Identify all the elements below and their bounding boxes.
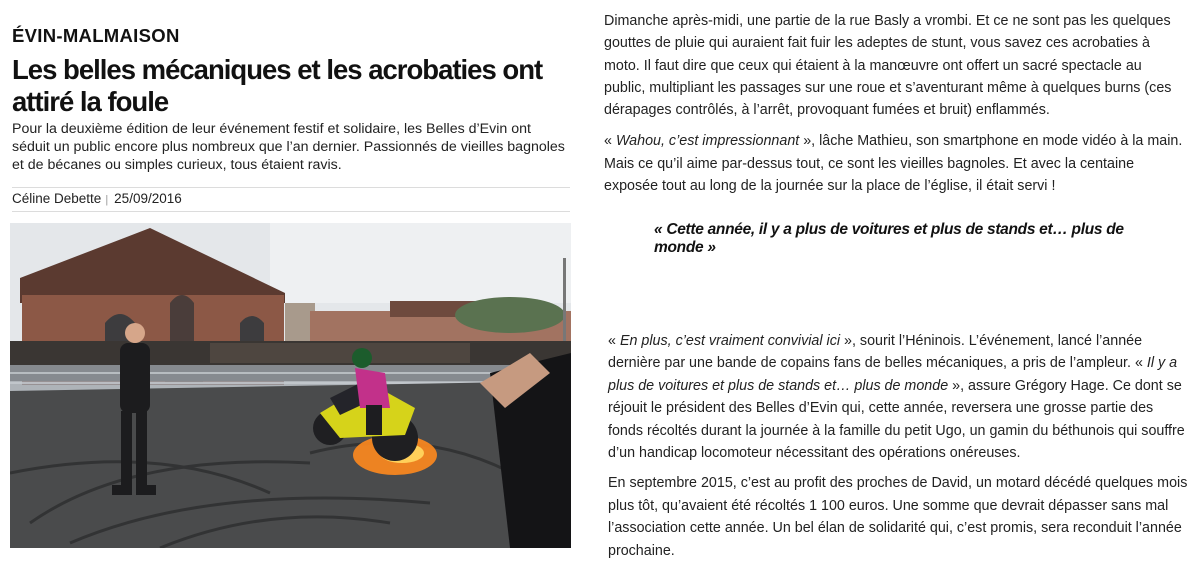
trees [455,297,565,333]
article-kicker: ÉVIN-MALMAISON [12,25,180,46]
article-headline: Les belles mécaniques et les acrobaties ont attiré la foule [12,54,543,117]
body-paragraph-1: Dimanche après-midi, une partie de la rue Basly a vrombi. Et ce ne sont pas les quelques gouttes de pluie qui auraient fait fuir les adeptes de stunt, vous savez ces acrobaties à moto. Il faut dire que ceux qui étaient à la manœuvre ont offert un sacré spectacle au public, multipliant les passages sur une roue et s’aventurant même à quelques burns (ces dérapages contrôlés, à l’arrêt, provoquant fumées et bruit) enflammés. [604,13,1172,119]
body-paragraph-2 [604,130,1184,197]
inline-quote: En plus, c’est vraiment convivial ici [619,333,841,349]
author-name: Céline Debette [12,191,102,206]
rider-legs [366,405,382,435]
church-window-center [170,295,194,343]
pull-quote: « Cette année, il y a plus de voitures et plus de stands et… plus de monde » [654,221,1124,256]
article-body-top [604,10,1184,203]
quote-open: « [604,133,616,150]
byline [12,187,570,212]
byline-separator: | [105,194,109,206]
rider-helmet [352,348,372,368]
paragraph-text-2: », assure Grégory Hage. Ce dont se réjouit le président des Belles d’Evin qui, cette année, reversera une grosse partie des fonds récoltés durant la journée à la famille du petit Ugo, un gamin du béthunois qui souffre d’un handicap locomoteur nécessitant des opérations onéreuses. [608,377,1185,462]
body-paragraph-3 [608,330,1188,464]
article-header [12,22,572,212]
quote-open: « [608,333,620,349]
paragraph-text: », lâche Mathieu, son smartphone en mode vidéo à la main. Mais ce qu’il aime par-dessus tout, ce sont les vieilles bagnoles. Et avec la centaine exposée tout au long de la journée sur la place de l’église, il était servi ! [604,133,1183,195]
publish-date: 25/09/2016 [114,191,182,206]
paragraph-text: », sourit l’Héninois. L’événement, lancé l’année dernière par une bande de copains fans de belles mécaniques, a pris de l’ampleur. « [608,333,1147,372]
crowd-highlight [210,343,470,363]
photo-clouds [270,223,571,303]
article-chapo: Pour la deuxième édition de leur événement festif et solidaire, les Belles d’Evin ont séduit un public encore plus nombreux que l’an dernier. Passionnés de vieilles bagnoles et de bécanes ou simples curieux, tous étaient ravis. [12,121,565,173]
article-photo [10,223,571,548]
article-body-bottom [608,330,1188,570]
inline-quote: Wahou, c’est impressionnant [615,133,800,150]
rider-jacket [355,368,390,408]
stunt-photo-illustration [10,223,571,548]
asphalt [10,381,571,548]
body-paragraph-4: En septembre 2015, c’est au profit des proches de David, un motard décédé quelques mois plus tôt, qu’avaient été récoltés 1 100 euros. Une somme que devrait dépasser sans mal l’association cette année. Un bel élan de solidarité qui, c’est promis, sera reconduit l’année prochaine. [608,475,1188,559]
inline-quote-2: Il y a plus de voitures et plus de stands et… plus de monde [608,355,1178,394]
